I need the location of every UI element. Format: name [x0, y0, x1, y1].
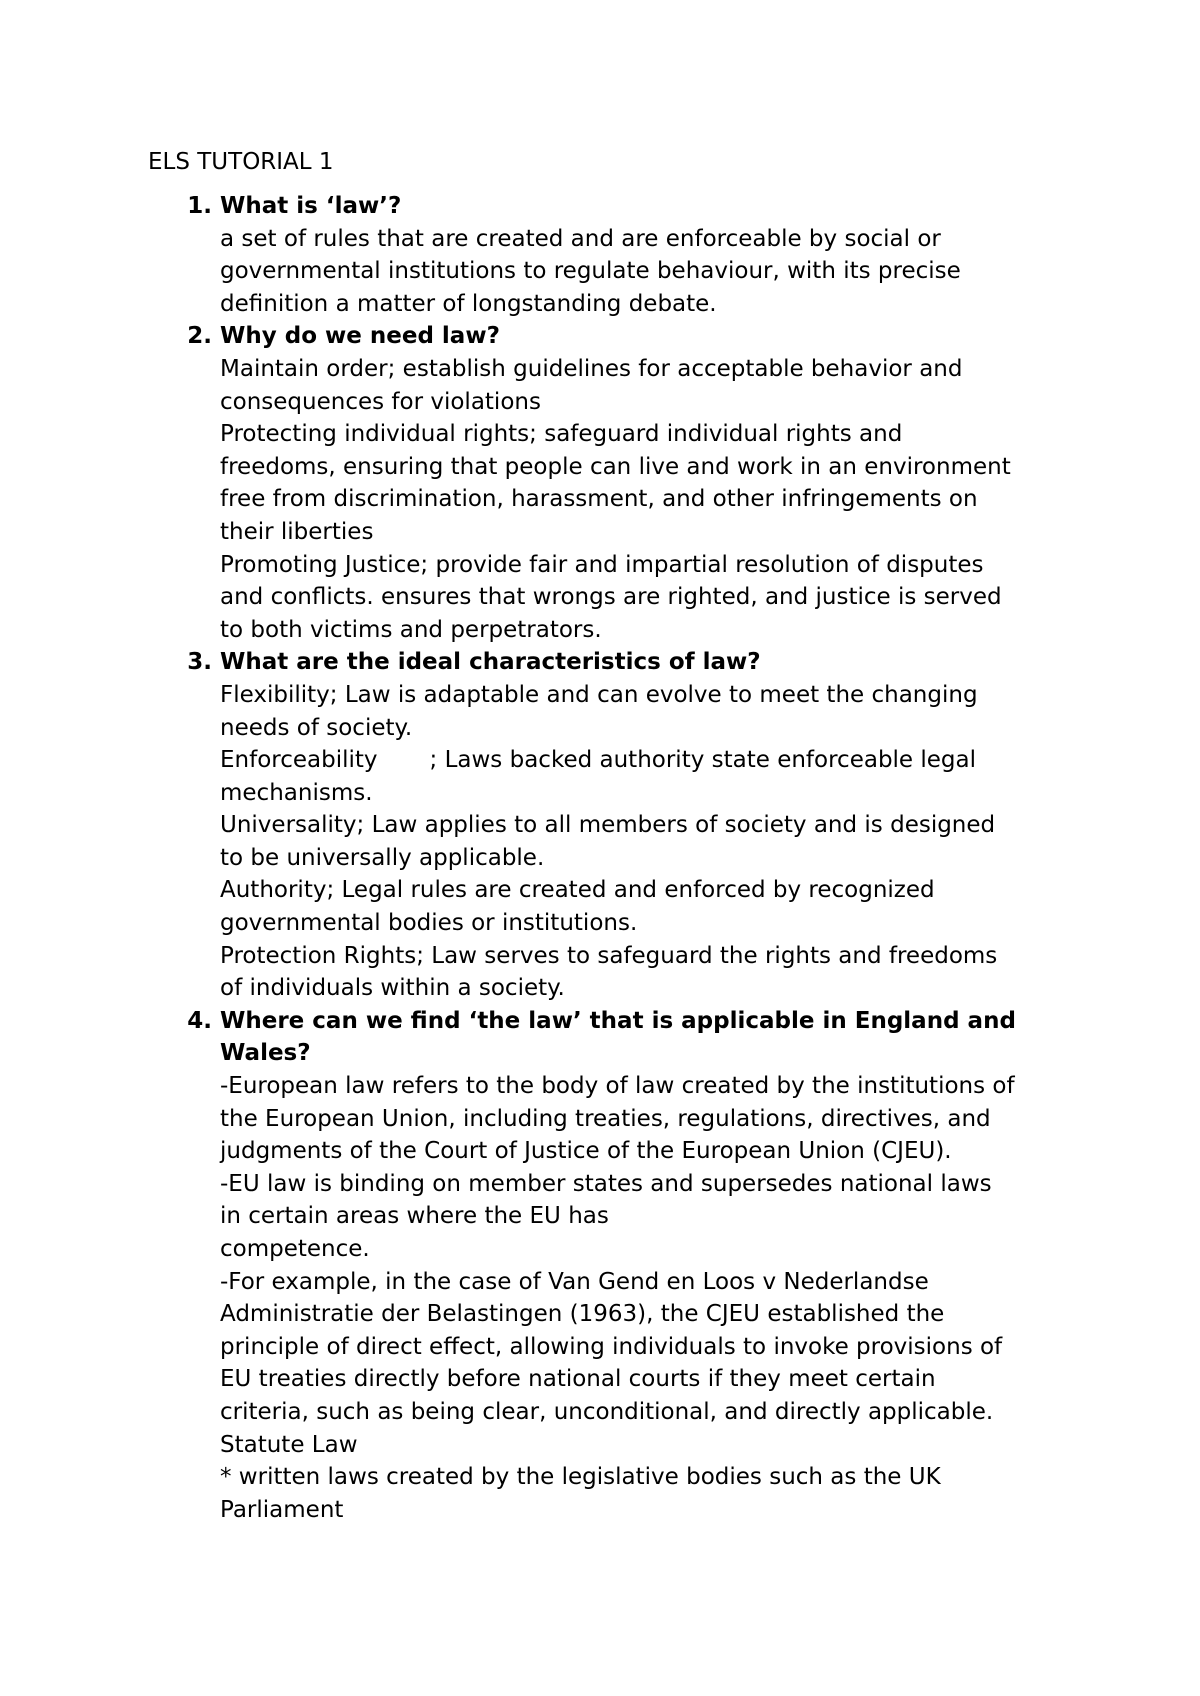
- answer-line: to both victims and perpetrators.: [220, 616, 602, 643]
- answer-line: to be universally applicable.: [220, 844, 545, 871]
- answer-line: freedoms, ensuring that people can live and work in an environment: [220, 453, 1011, 480]
- answer-line: their liberties: [220, 518, 374, 545]
- answer-line: -European law refers to the body of law created by the institutions of: [220, 1073, 1015, 1100]
- answer-line: EU treaties directly before national courts if they meet certain: [220, 1366, 936, 1393]
- answer-line: Statute Law: [220, 1431, 358, 1458]
- answer-line: and conflicts. ensures that wrongs are righted, and justice is served: [220, 584, 1002, 611]
- answer-line: Promoting Justice; provide fair and impartial resolution of disputes: [220, 551, 984, 578]
- question-item: [187, 646, 1100, 1005]
- answer-line: Protection Rights; Law serves to safeguard the rights and freedoms: [220, 942, 998, 969]
- answer-line: governmental bodies or institutions.: [220, 910, 638, 937]
- answer-line: Universality; Law applies to all members of society and is designed: [220, 812, 996, 839]
- answer-line-enforceability: [220, 744, 1100, 777]
- answer-line: free from discrimination, harassment, and other infringements on: [220, 486, 978, 513]
- question-list: [187, 190, 1100, 1526]
- question-heading: What is ‘law’?: [220, 193, 402, 219]
- document-title: ELS TUTORIAL 1: [148, 149, 334, 175]
- question-number: 3.: [187, 649, 212, 676]
- question-heading: What are the ideal characteristics of law?: [220, 649, 761, 676]
- answer-line: Administratie der Belastingen (1963), the CJEU established the: [220, 1301, 945, 1328]
- answer-line: Parliament: [220, 1496, 344, 1523]
- question-number: 4.: [187, 1007, 212, 1034]
- answer-line: governmental institutions to regulate behaviour, with its precise: [220, 258, 961, 285]
- question-item: [187, 190, 1100, 320]
- answer-line: -EU law is binding on member states and supersedes national laws: [220, 1170, 992, 1197]
- answer-line: Protecting individual rights; safeguard individual rights and: [220, 421, 903, 448]
- question-heading: Where can we find ‘the law’ that is applicable in England and: [220, 1007, 1016, 1034]
- answer-line: Flexibility; Law is adaptable and can evolve to meet the changing: [220, 681, 978, 708]
- answer-line: -For example, in the case of Van Gend en Loos v Nederlandse: [220, 1268, 929, 1295]
- answer-line: of individuals within a society.: [220, 975, 565, 1002]
- question-heading: Why do we need law?: [220, 323, 500, 350]
- answer-line: * written laws created by the legislative bodies such as the UK: [220, 1464, 941, 1491]
- answer-line: a set of rules that are created and are enforceable by social or: [220, 225, 941, 252]
- question-number: 1.: [187, 193, 212, 219]
- answer-line: principle of direct effect, allowing individuals to invoke provisions of: [220, 1333, 1003, 1360]
- answer-line: Maintain order; establish guidelines for acceptable behavior and: [220, 355, 963, 382]
- answer-term: Enforceability: [220, 747, 378, 774]
- question-number: 2.: [187, 323, 212, 350]
- answer-line: Authority; Legal rules are created and enforced by recognized: [220, 877, 935, 904]
- answer-line: definition a matter of longstanding debate.: [220, 290, 717, 317]
- question-heading: Wales?: [220, 1040, 311, 1067]
- answer-line: competence.: [220, 1236, 370, 1262]
- question-item: [187, 1005, 1100, 1527]
- question-item: [187, 320, 1100, 646]
- answer-line: in certain areas where the EU has: [220, 1203, 609, 1230]
- answer-line: consequences for violations: [220, 388, 541, 415]
- answer-line: judgments of the Court of Justice of the European Union (CJEU).: [220, 1138, 952, 1165]
- answer-line: criteria, such as being clear, unconditional, and directly applicable.: [220, 1398, 994, 1425]
- answer-line: the European Union, including treaties, regulations, directives, and: [220, 1105, 991, 1132]
- answer-line: mechanisms.: [220, 779, 373, 806]
- answer-line: needs of society.: [220, 714, 413, 741]
- answer-term-rest: ; Laws backed authority state enforceable legal: [429, 747, 977, 774]
